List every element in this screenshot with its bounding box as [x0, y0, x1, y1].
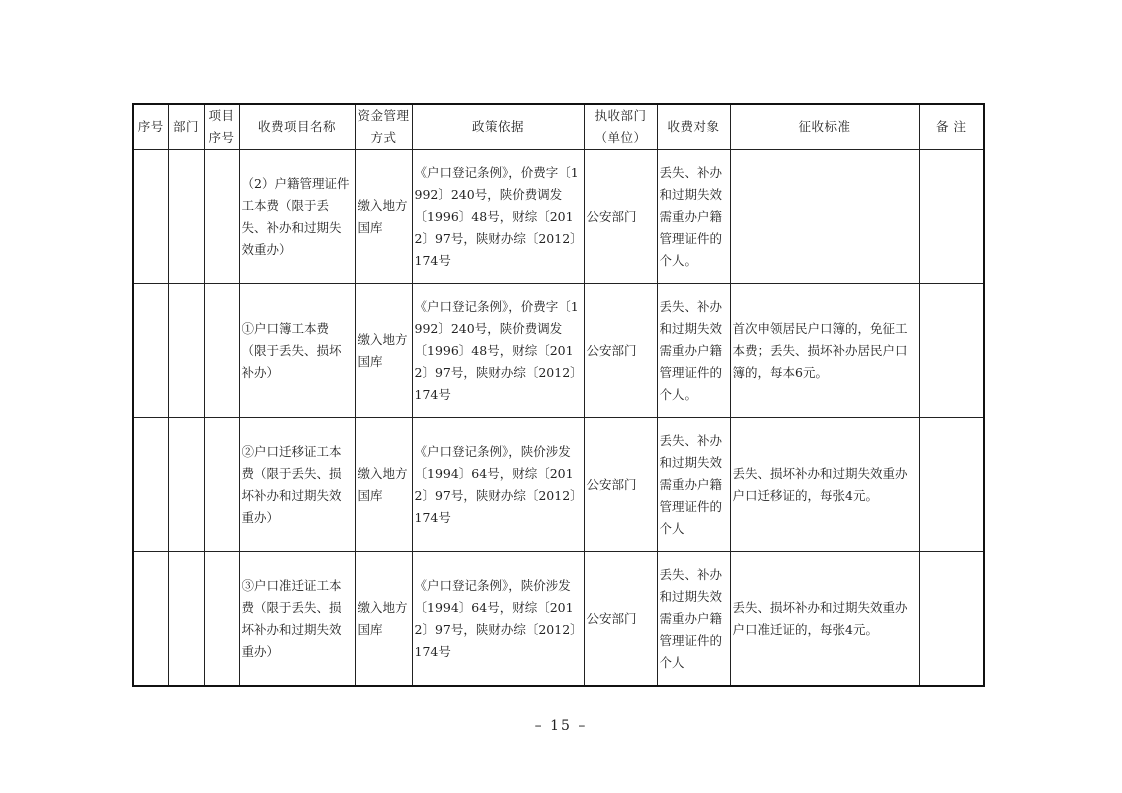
cell-seq	[133, 418, 168, 552]
cell-collector: 公安部门	[584, 150, 657, 284]
cell-remark	[919, 284, 984, 418]
cell-item-seq	[204, 418, 239, 552]
cell-fund-mgmt: 缴入地方国库	[355, 150, 412, 284]
cell-fund-mgmt: 缴入地方国库	[355, 552, 412, 687]
table-row	[133, 150, 984, 284]
cell-dept	[168, 150, 204, 284]
cell-remark	[919, 150, 984, 284]
table-row	[133, 284, 984, 418]
table-header-row	[133, 104, 984, 150]
cell-item-seq	[204, 552, 239, 687]
cell-standard: 丢失、损坏补办和过期失效重办户口迁移证的，每张4元。	[730, 418, 919, 552]
cell-dept	[168, 552, 204, 687]
header-standard: 征收标准	[730, 104, 919, 150]
header-dept: 部门	[168, 104, 204, 150]
cell-item-name: ①户口簿工本费（限于丢失、损坏补办）	[239, 284, 355, 418]
cell-policy: 《户口登记条例》，价费字〔1992〕240号，陕价费调发〔1996〕48号，财综〔2012〕97号，陕财办综〔2012〕174号	[412, 150, 584, 284]
header-collector: 执收部门（单位）	[584, 104, 657, 150]
header-fund-mgmt: 资金管理方式	[355, 104, 412, 150]
page-number: – 15 –	[534, 718, 588, 734]
cell-policy: 《户口登记条例》，陕价涉发〔1994〕64号，财综〔2012〕97号，陕财办综〔2012〕174号	[412, 418, 584, 552]
header-target: 收费对象	[657, 104, 730, 150]
table-row	[133, 552, 984, 687]
cell-collector: 公安部门	[584, 284, 657, 418]
cell-fund-mgmt: 缴入地方国库	[355, 284, 412, 418]
table-row	[133, 418, 984, 552]
cell-fund-mgmt: 缴入地方国库	[355, 418, 412, 552]
cell-item-name: （2）户籍管理证件工本费（限于丢失、补办和过期失效重办）	[239, 150, 355, 284]
header-item-seq: 项目序号	[204, 104, 239, 150]
header-policy: 政策依据	[412, 104, 584, 150]
cell-item-seq	[204, 150, 239, 284]
cell-dept	[168, 284, 204, 418]
cell-item-name: ②户口迁移证工本费（限于丢失、损坏补办和过期失效重办）	[239, 418, 355, 552]
header-remark: 备 注	[919, 104, 984, 150]
cell-policy: 《户口登记条例》，陕价涉发〔1994〕64号，财综〔2012〕97号，陕财办综〔2012〕174号	[412, 552, 584, 687]
cell-target: 丢失、补办和过期失效需重办户籍管理证件的个人	[657, 418, 730, 552]
cell-remark	[919, 552, 984, 687]
cell-seq	[133, 552, 168, 687]
cell-standard	[730, 150, 919, 284]
cell-target: 丢失、补办和过期失效需重办户籍管理证件的个人	[657, 552, 730, 687]
cell-target: 丢失、补办和过期失效需重办户籍管理证件的个人。	[657, 150, 730, 284]
header-item-name: 收费项目名称	[239, 104, 355, 150]
cell-remark	[919, 418, 984, 552]
cell-collector: 公安部门	[584, 418, 657, 552]
cell-item-name: ③户口准迁证工本费（限于丢失、损坏补办和过期失效重办）	[239, 552, 355, 687]
cell-seq	[133, 150, 168, 284]
header-seq: 序号	[133, 104, 168, 150]
cell-target: 丢失、补办和过期失效需重办户籍管理证件的个人。	[657, 284, 730, 418]
cell-standard: 首次申领居民户口簿的，免征工本费；丢失、损坏补办居民户口簿的，每本6元。	[730, 284, 919, 418]
cell-item-seq	[204, 284, 239, 418]
cell-dept	[168, 418, 204, 552]
cell-standard: 丢失、损坏补办和过期失效重办户口准迁证的，每张4元。	[730, 552, 919, 687]
cell-policy: 《户口登记条例》，价费字〔1992〕240号，陕价费调发〔1996〕48号，财综〔2012〕97号，陕财办综〔2012〕174号	[412, 284, 584, 418]
fee-table	[132, 103, 985, 687]
cell-seq	[133, 284, 168, 418]
cell-collector: 公安部门	[584, 552, 657, 687]
